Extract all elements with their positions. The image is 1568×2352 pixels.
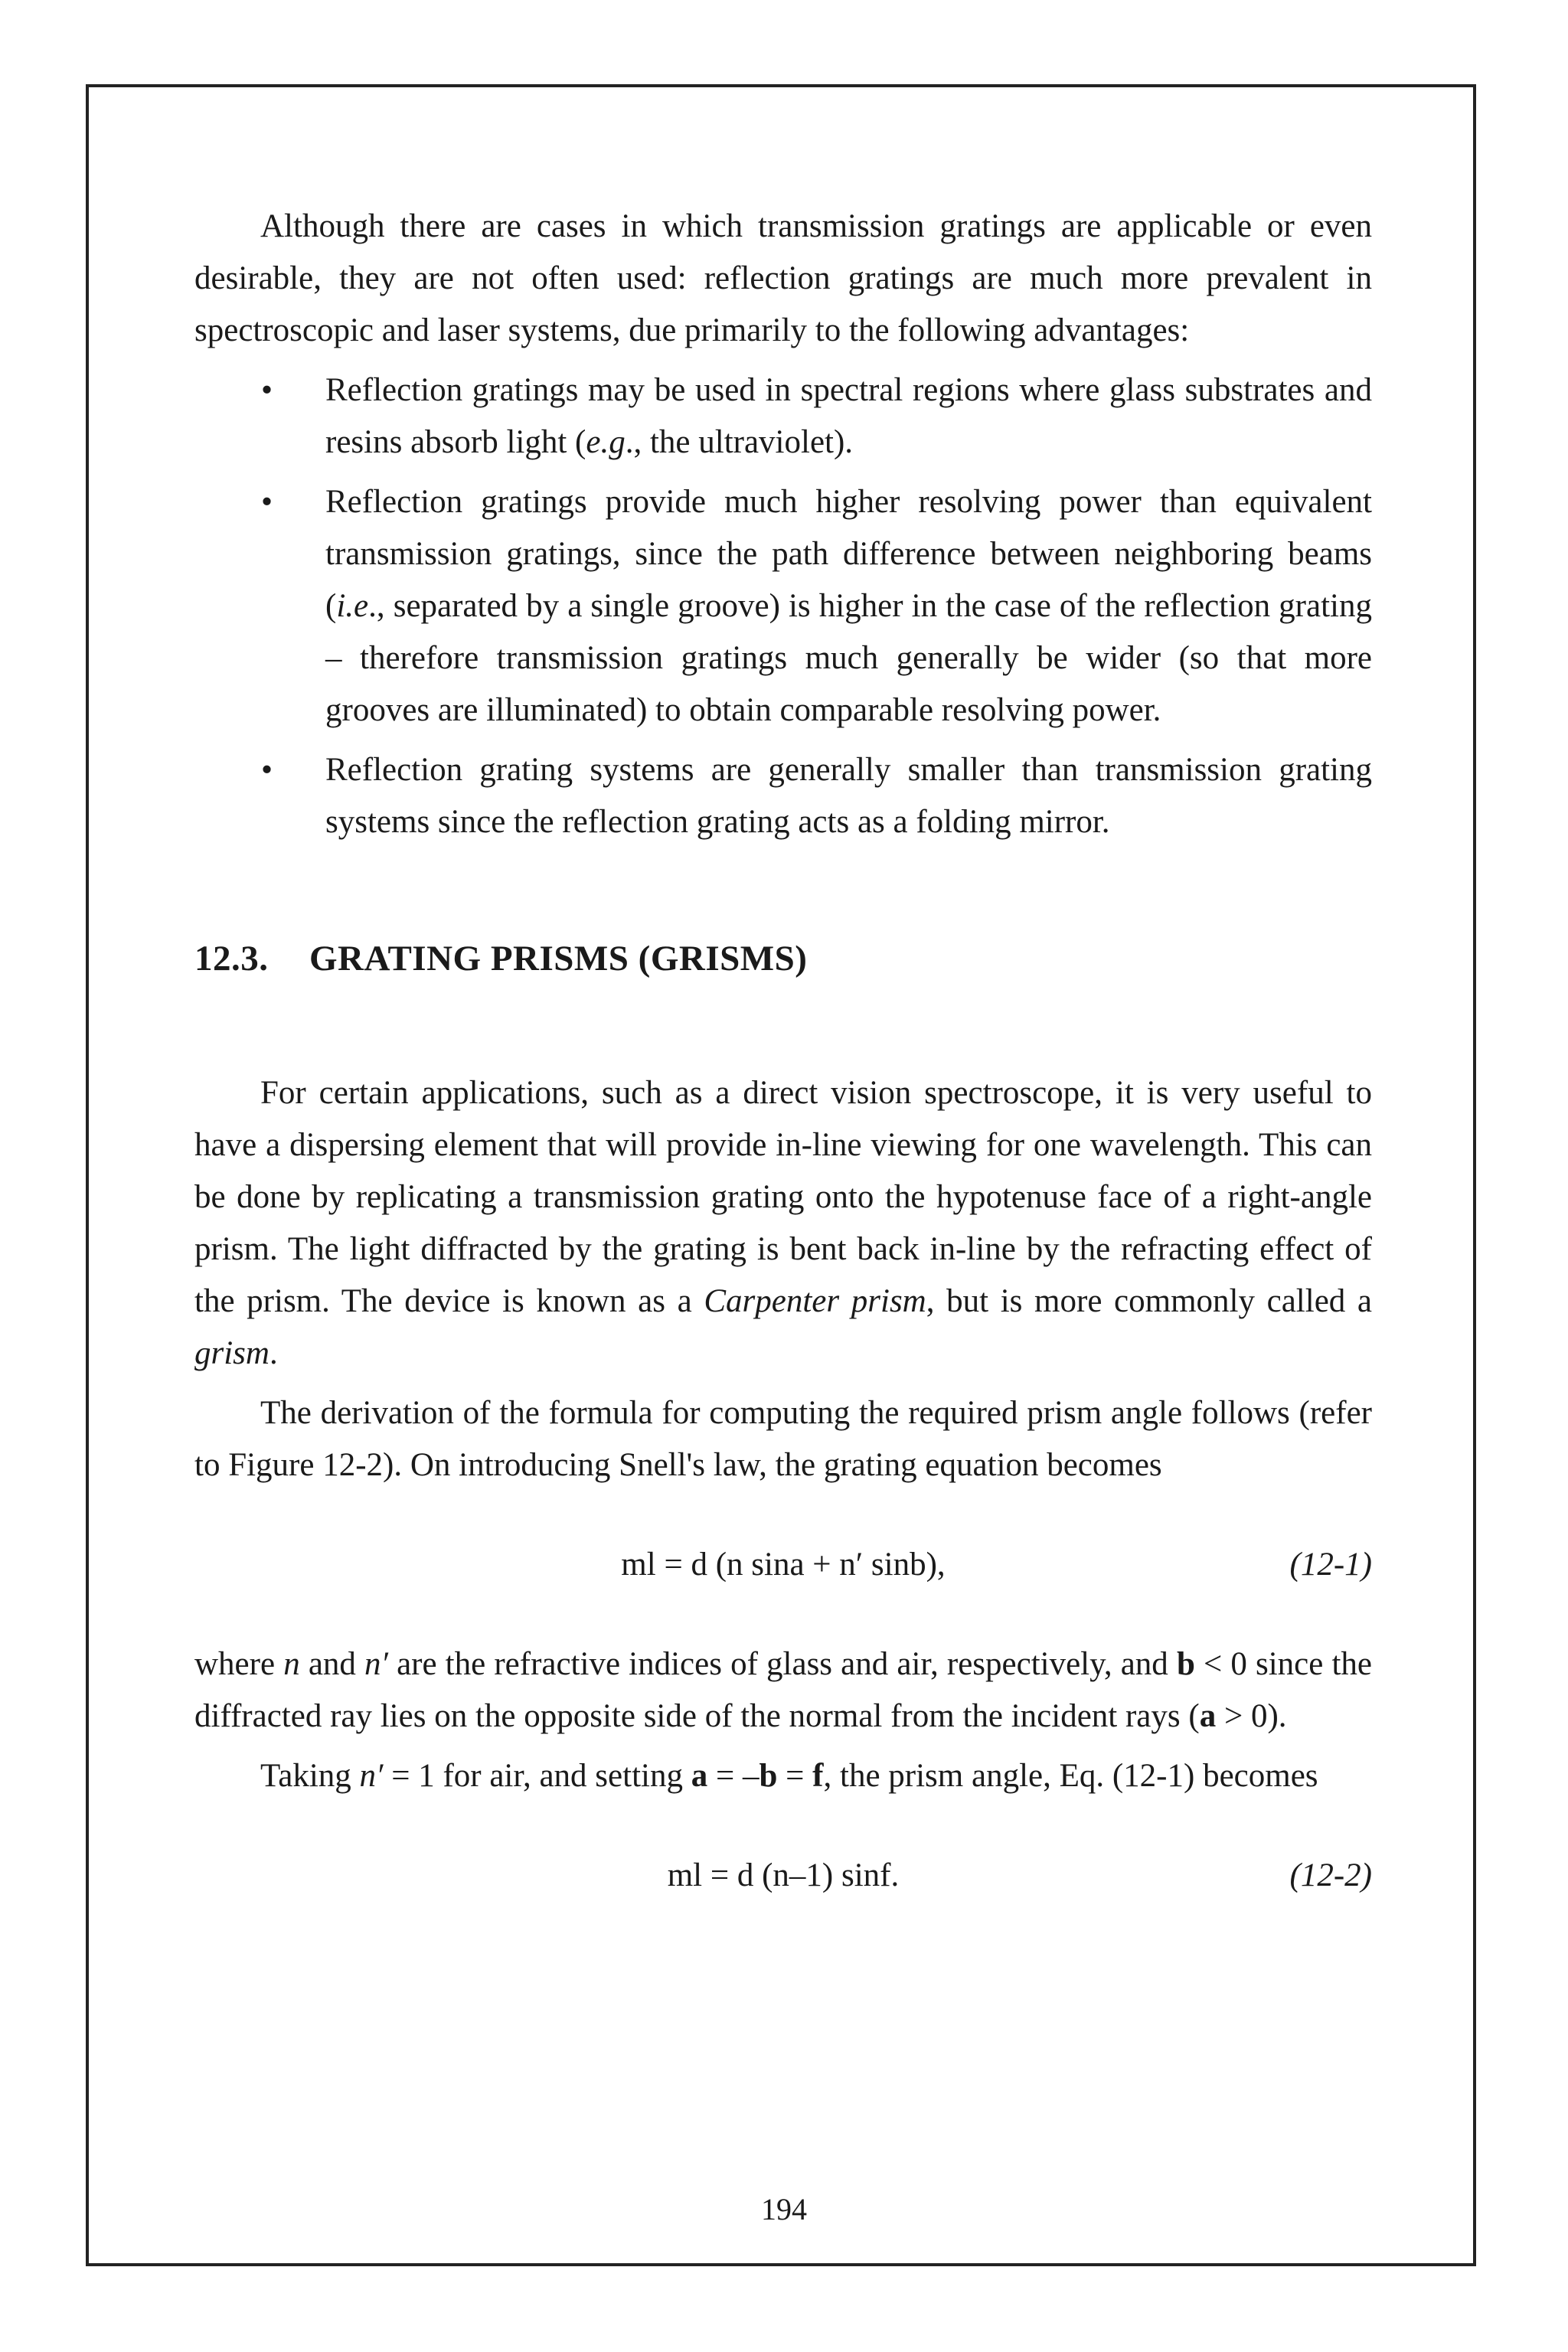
grism-intro-paragraph: For certain applications, such as a direct vision spectroscope, it is very useful to have a dispersing element that will provide in-line viewing for one wavelength. This can be done by replicating a transmission grating onto the hypotenuse face of a right-angle prism. The light diffracted by the grating is bent back in-line by the refracting effect of the prism. The device is known as a Carpenter prism, but is more commonly called a grism. <box>194 1075 1373 1371</box>
equation-label: (12-2) <box>1289 1857 1372 1893</box>
section-heading <box>194 933 1372 985</box>
equation-12-1 <box>194 1539 1372 1591</box>
page-number: 194 <box>761 2192 807 2226</box>
bullet-icon: • <box>261 752 273 788</box>
equation-expression: ml = d (n–1) sinf. <box>667 1857 900 1893</box>
equation-label: (12-1) <box>1289 1547 1372 1583</box>
bullet-icon: • <box>261 372 273 408</box>
section-number: 12.3. <box>194 939 269 978</box>
derivation-paragraph: The derivation of the formula for computing the required prism angle follows (refer to Figure 12-2). On introducing Snell's law, the grating equation becomes <box>194 1395 1372 1483</box>
page-content <box>194 201 1372 1949</box>
intro-paragraph: Although there are cases in which transmission gratings are applicable or even desirable, they are not often used: reflection gratings are much more prevalent in spectroscopic and laser systems, due primarily to the following advantages: <box>194 208 1372 348</box>
equation-expression: ml = d (n sina + n′ sinb), <box>621 1547 946 1583</box>
equation-12-2 <box>194 1850 1372 1902</box>
list-item: • Reflection grating systems are generally smaller than transmission grating systems since the reflection grating acts as a folding mirror. <box>194 744 1372 848</box>
list-item: • Reflection gratings may be used in spectral regions where glass substrates and resins absorb light (e.g., the ultraviolet). <box>194 364 1372 469</box>
advantages-list <box>194 364 1372 848</box>
section-title: GRATING PRISMS (GRISMS) <box>309 939 808 978</box>
bullet-icon: • <box>261 484 273 520</box>
list-item: • Reflection gratings provide much higher resolving power than equivalent transmission gratings, since the path difference between neighboring beams (i.e., separated by a single groove) is higher in the case of the reflection grating – therefore transmission gratings much generally be wider (so that more grooves are illuminated) to obtain comparable resolving power. <box>194 476 1372 737</box>
refractive-index-paragraph: where n and n′ are the refractive indices of glass and air, respectively, and b < 0 since the diffracted ray lies on the opposite side of the normal from the incident rays (a > 0). <box>194 1646 1373 1734</box>
prism-angle-paragraph: Taking n′ = 1 for air, and setting a = –b = f, the prism angle, Eq. (12-1) becomes <box>260 1758 1318 1794</box>
